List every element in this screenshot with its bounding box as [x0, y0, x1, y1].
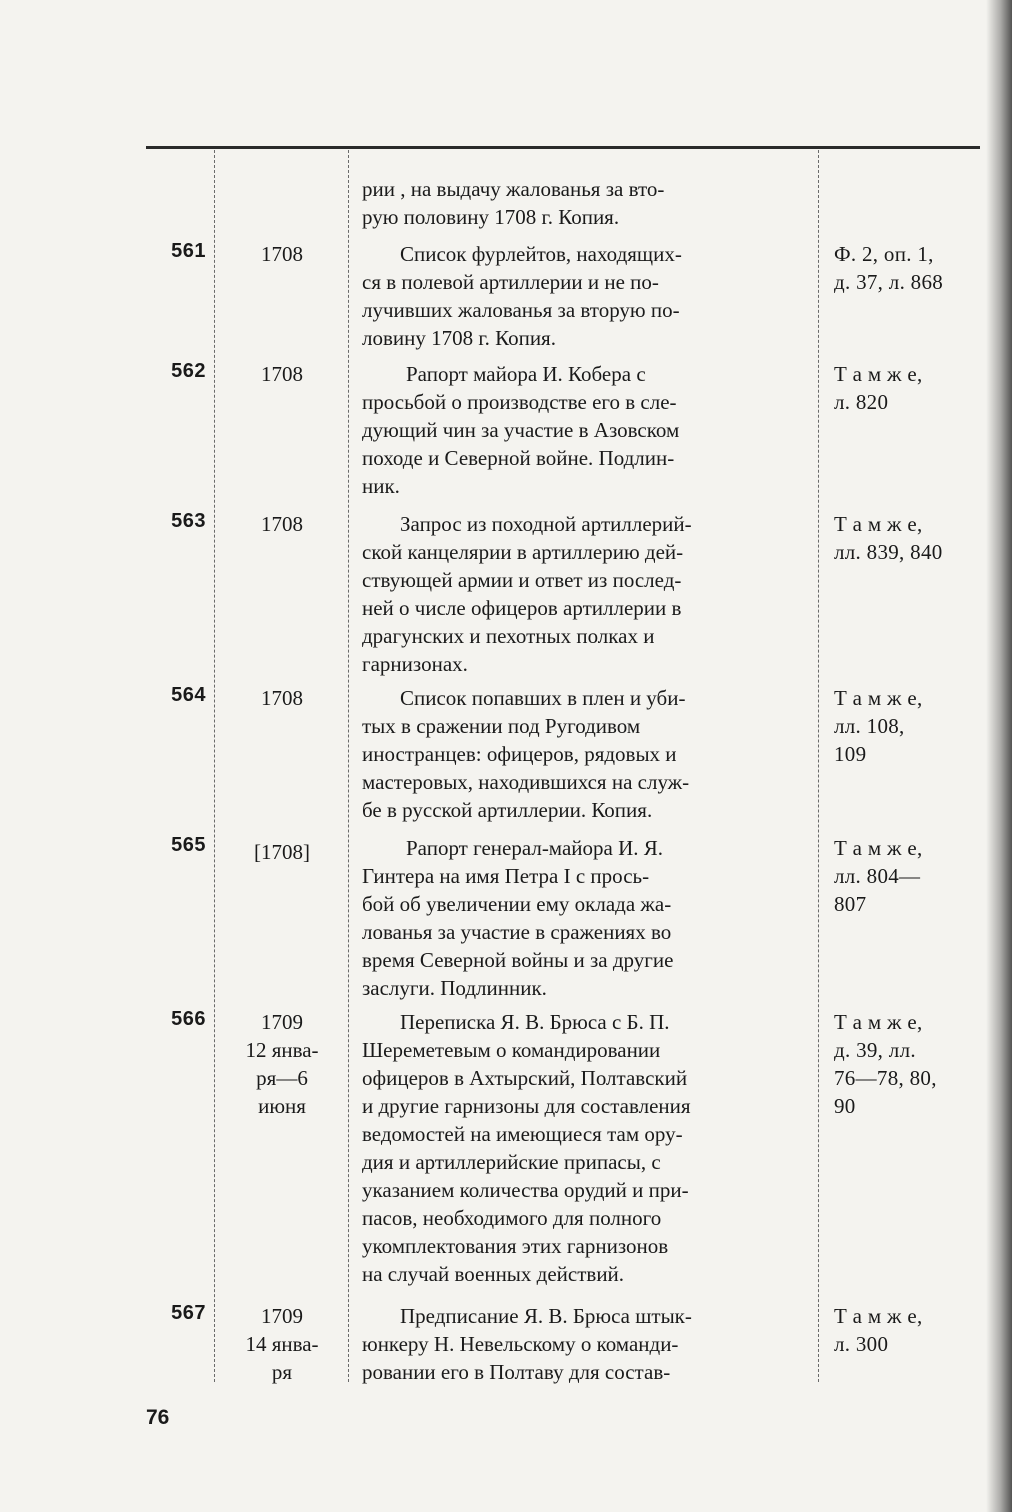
entry-date: 1708 [261, 362, 303, 386]
column-divider [818, 150, 819, 1382]
entry-source: Ф. 2, оп. 1, д. 37, л. 868 [834, 242, 944, 294]
entry-source: Т а м ж е, лл. 839, 840 [834, 512, 943, 564]
page-number: 76 [146, 1406, 170, 1429]
entry-number: 566 [171, 1008, 206, 1030]
entry-number: 563 [171, 510, 206, 532]
entry-description: Запрос из походной артиллерий- ской канцелярии в артиллерию дей- ствующей армии и ответ из послед- ней о числе офицеров артиллерии в драгунских и пехотных полках и гарнизонах. [362, 512, 692, 676]
entry-description: Список фурлейтов, находящих- ся в полевой артиллерии и не по- лучивших жалованья за вторую по- ловину 1708 г. Копия. [362, 242, 682, 350]
entry-description: Рапорт майора И. Кобера с просьбой о производстве его в сле- дующий чин за участие в Азовском походе и Северной войне. Подлин- ник. [362, 362, 680, 498]
entry-date: 1709 12 янва- ря—6 июня [245, 1010, 319, 1118]
entry-date: 1709 14 янва- ря [245, 1304, 319, 1384]
entry-date: [1708] [254, 840, 310, 864]
entry-date: 1708 [261, 512, 303, 536]
entry-number: 565 [171, 834, 206, 856]
entry-number: 561 [171, 240, 206, 262]
entry-number: 562 [171, 360, 206, 382]
continuation-description: рии , на выдачу жалованья за вто- рую половину 1708 г. Копия. [362, 177, 665, 229]
table-top-rule [146, 146, 980, 149]
entry-source: Т а м ж е, л. 300 [834, 1304, 923, 1356]
column-divider [348, 150, 349, 1382]
entry-source: Т а м ж е, д. 39, лл. 76—78, 80, 90 [834, 1010, 937, 1118]
entry-date: 1708 [261, 242, 303, 266]
entry-number: 564 [171, 684, 206, 706]
entry-description: Рапорт генерал-майора И. Я. Гинтера на имя Петра I с прось- бой об увеличении ему оклада жа- лованья за участие в сражениях во время Северной войны и за другие заслуги. Подлинник. [362, 836, 674, 1000]
entry-description: Предписание Я. В. Брюса штык- юнкеру Н. Невельскому о команди- ровании его в Полтаву для состав- [362, 1304, 692, 1384]
entry-description: Список попавших в плен и уби- тых в сражении под Ругодивом иностранцев: офицеров, рядовых и мастеровых, находившихся на служ- бе в русской артиллерии. Копия. [362, 686, 690, 822]
entry-source: Т а м ж е, л. 820 [834, 362, 923, 414]
entry-source: Т а м ж е, лл. 804— 807 [834, 836, 923, 916]
entry-number: 567 [171, 1302, 206, 1324]
entry-description: Переписка Я. В. Брюса с Б. П. Шереметевым о командировании офицеров в Ахтырский, Полтавский и другие гарнизоны для составления ведомостей на имеющиеся там ору- дия и артиллерийские припасы, с указанием количества орудий и при- пасов, необходимого для полного укомплектования этих гарнизонов на случай военных действий. [362, 1010, 691, 1286]
entry-date: 1708 [261, 686, 303, 710]
column-divider [214, 150, 215, 1382]
entry-source: Т а м ж е, лл. 108, 109 [834, 686, 923, 766]
